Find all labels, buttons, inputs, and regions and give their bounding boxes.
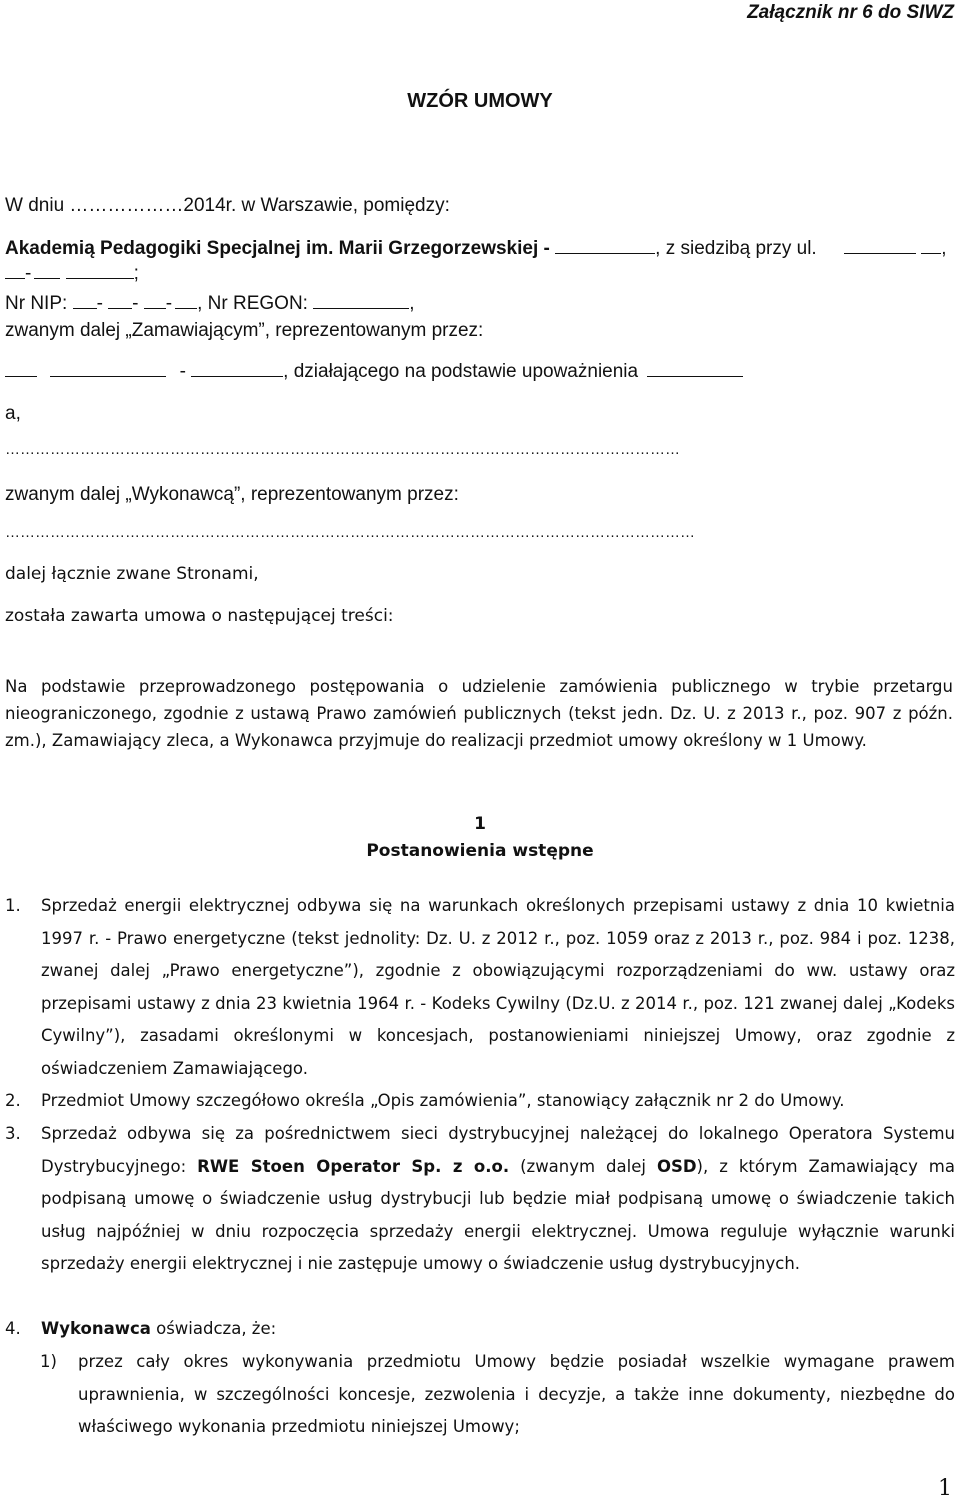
nip-label: Nr NIP:: [5, 293, 68, 314]
subitem-text: przez cały okres wykonywania przedmiotu Umowy będzie posiadał wszelkie wymagane prawem uprawnienia, w szczególności koncesje, zezwolenia i decyzje, a także inne dokumenty, niezbędne do właściwego wykonania przedmiotu niniejszej Umowy;: [78, 1352, 955, 1436]
wykonawca-bold: Wykonawca: [41, 1319, 151, 1338]
dots-line: …………………………………………………………………………………………………………………………: [5, 524, 695, 541]
representative-line: [5, 360, 743, 383]
blank-field[interactable]: [921, 237, 941, 254]
osd-company-name: RWE Stoen Operator Sp. z o.o.: [197, 1156, 510, 1176]
item-text: [41, 1118, 955, 1281]
item-text-part: (zwanym dalej: [509, 1156, 657, 1176]
item-number: 3.: [5, 1124, 21, 1143]
blank-field[interactable]: [144, 292, 166, 309]
page-number: 1: [938, 1476, 952, 1501]
attachment-label: Załącznik nr 6 do SIWZ: [747, 2, 954, 23]
concluded-line: została zawarta umowa o następującej treści:: [5, 606, 394, 626]
item-number: 2.: [5, 1091, 21, 1110]
party1-name: Akademią Pedagogiki Specjalnej im. Marii Grzegorzewskiej -: [5, 238, 550, 259]
blank-field[interactable]: [191, 360, 283, 377]
item-text-part: oświadcza, że:: [150, 1319, 277, 1338]
subitem-number: 1): [40, 1352, 57, 1371]
and-label: a,: [5, 403, 21, 424]
blank-field[interactable]: [73, 292, 97, 309]
date-line: W dniu ………………2014r. w Warszawie, pomiędzy:: [5, 195, 450, 216]
dash: -: [179, 361, 186, 382]
blank-field[interactable]: [844, 237, 916, 254]
blank-field[interactable]: [108, 292, 132, 309]
blank-field[interactable]: [66, 262, 134, 279]
dash: -: [25, 263, 32, 284]
party1-line: [5, 237, 947, 260]
blank-field[interactable]: [647, 360, 743, 377]
section-title: Postanowienia wstępne: [366, 841, 594, 861]
item-text: Przedmiot Umowy szczegółowo określa „Opis zamówienia”, stanowiący załącznik nr 2 do Umowy.: [41, 1091, 845, 1110]
dots-line: ………………………………………………………………………………………………………………………: [5, 441, 680, 458]
comma: ,: [941, 238, 947, 259]
dash: -: [132, 293, 139, 314]
dash: -: [96, 293, 103, 314]
blank-field[interactable]: [34, 262, 60, 279]
party1-seat: , z siedzibą przy ul.: [655, 238, 817, 259]
regon-label: , Nr REGON:: [197, 293, 308, 314]
jointly-line: dalej łącznie zwane Stronami,: [5, 564, 259, 584]
semicolon: ;: [133, 263, 139, 284]
comma: ,: [409, 293, 415, 314]
document-title: WZÓR UMOWY: [407, 90, 553, 112]
item-text: [41, 1313, 955, 1346]
item-text: Sprzedaż energii elektrycznej odbywa się na warunkach określonych przepisami ustawy z dnia 10 kwietnia 1997 r. - Prawo energetyczne (tekst jednolity: Dz. U. z 2012 r., poz. 1059 oraz z 2013 r., poz. 984 i poz. 1238, zwanej dalej „Prawo energetyczne”), zgodnie z obowiązującymi rozporządzeniami do ww. ustawy oraz przepisami ustawy z dnia 23 kwietnia 1964 r. - Kodeks Cywilny (Dz.U. z 2014 r., poz. 121 zwanej dalej „Kodeks Cywilny”), zasadami określonymi w koncesjach, postanowieniami niniejszej Umowy, oraz zgodnie z oświadczeniem Zamawiającego.: [41, 896, 955, 1078]
blank-field[interactable]: [50, 360, 166, 377]
dash: -: [165, 293, 173, 314]
osd-abbreviation: OSD: [656, 1156, 697, 1176]
item-number: 4.: [5, 1319, 21, 1338]
blank-field[interactable]: [313, 292, 409, 309]
wykonawca-line: zwanym dalej „Wykonawcą”, reprezentowanym przez:: [5, 484, 459, 505]
nip-regon-line: [5, 292, 415, 315]
blank-field[interactable]: [555, 237, 655, 254]
item-number: 1.: [5, 896, 21, 915]
preamble-paragraph: Na podstawie przeprowadzonego postępowania o udzielenie zamówienia publicznego w trybie przetargu nieograniczonego, zgodnie z ustawą Prawo zamówień publicznych (tekst jedn. Dz. U. z 2013 r., poz. 907 z późn. zm.), Zamawiający zleca, a Wykonawca przyjmuje do realizacji przedmiot umowy określony w 1 Umowy.: [5, 677, 953, 750]
blank-field[interactable]: [5, 262, 25, 279]
acting-on: , działającego na podstawie upoważnienia: [283, 361, 639, 382]
item-text-part: Sprzedaż odbywa się za pośrednictwem sieci dystrybucyjnej należącej do lokalnego Operatora Systemu Dystrybucyjnego:: [41, 1124, 955, 1176]
address-line: [5, 262, 139, 285]
blank-field[interactable]: [5, 360, 37, 377]
section-number: 1: [474, 814, 486, 834]
zamawiajacy-line: zwanym dalej „Zamawiającym”, reprezentowanym przez:: [5, 320, 484, 341]
blank-field[interactable]: [175, 292, 197, 309]
item-text-part: ), z którym Zamawiający ma podpisaną umowę o świadczenie usług dystrybucji lub będzie miał podpisaną umowę o świadczenie takich usług najpóźniej w dniu rozpoczęcia sprzedaży energii elektrycznej. Umowa reguluje wyłącznie warunki sprzedaży energii elektrycznej i nie zastępuje umowy o świadczenie usług dystrybucyjnych.: [41, 1156, 955, 1273]
